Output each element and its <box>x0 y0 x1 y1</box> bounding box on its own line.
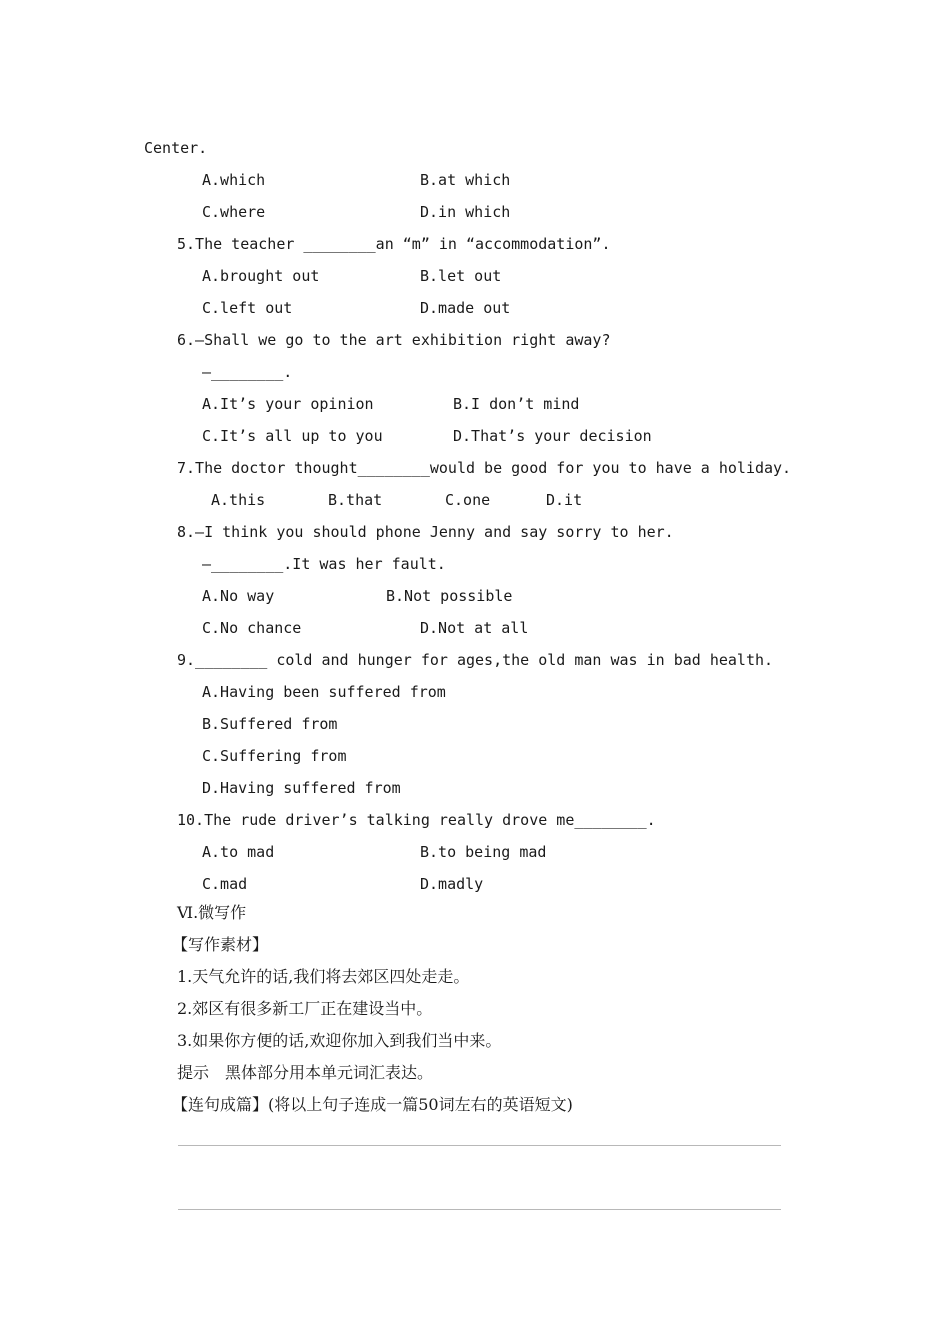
q6-option-d: D.That’s your decision <box>453 427 652 445</box>
prev-option-a: A.which <box>202 171 266 189</box>
q8-option-d: D.Not at all <box>420 619 529 637</box>
q8-option-b: B.Not possible <box>386 587 513 605</box>
q8-option-c: C.No chance <box>202 619 302 637</box>
hint-text: 提示 黑体部分用本单元词汇表达。 <box>177 1063 434 1082</box>
q6-option-c: C.It’s all up to you <box>202 427 383 445</box>
question-9: 9.________ cold and hunger for ages,the old man was in bad health. <box>177 651 774 669</box>
material-item-3: 3.如果你方便的话,欢迎你加入到我们当中来。 <box>177 1031 502 1050</box>
q7-option-c: C.one <box>445 491 491 509</box>
question-6: 6.—Shall we go to the art exhibition right away? <box>177 331 611 349</box>
prev-option-b: B.at which <box>420 171 511 189</box>
q7-option-d: D.it <box>546 491 583 509</box>
q8-option-a: A.No way <box>202 587 275 605</box>
q6-option-a: A.It’s your opinion <box>202 395 374 413</box>
q10-option-d: D.madly <box>420 875 484 893</box>
question-10: 10.The rude driver’s talking really drove me________. <box>177 811 656 829</box>
prev-option-c: C.where <box>202 203 266 221</box>
question-8: 8.—I think you should phone Jenny and say sorry to her. <box>177 523 674 541</box>
answer-line-1[interactable] <box>178 1145 781 1146</box>
q8-reply: —________.It was her fault. <box>202 555 446 573</box>
prev-option-d: D.in which <box>420 203 511 221</box>
q5-option-c: C.left out <box>202 299 293 317</box>
q5-option-b: B.let out <box>420 267 502 285</box>
question-7: 7.The doctor thought________would be good for you to have a holiday. <box>177 459 792 477</box>
q9-option-c: C.Suffering from <box>202 747 347 765</box>
writing-material-label: 【写作素材】 <box>172 935 269 954</box>
q5-option-a: A.brought out <box>202 267 320 285</box>
section-6-heading: Ⅵ.微写作 <box>177 903 247 922</box>
q9-option-d: D.Having suffered from <box>202 779 401 797</box>
q10-option-a: A.to mad <box>202 843 275 861</box>
q9-option-b: B.Suffered from <box>202 715 338 733</box>
q6-reply: —________. <box>202 363 293 381</box>
answer-line-2[interactable] <box>178 1209 781 1210</box>
prev-question-tail: Center. <box>144 139 208 157</box>
material-item-2: 2.郊区有很多新工厂正在建设当中。 <box>177 999 433 1018</box>
q6-option-b: B.I don’t mind <box>453 395 580 413</box>
q7-option-b: B.that <box>328 491 383 509</box>
q5-option-d: D.made out <box>420 299 511 317</box>
q10-option-b: B.to being mad <box>420 843 547 861</box>
q10-option-c: C.mad <box>202 875 248 893</box>
compose-instruction: 【连句成篇】(将以上句子连成一篇50词左右的英语短文) <box>172 1095 573 1114</box>
question-5: 5.The teacher ________an “m” in “accommodation”. <box>177 235 611 253</box>
q7-option-a: A.this <box>211 491 266 509</box>
q9-option-a: A.Having been suffered from <box>202 683 446 701</box>
material-item-1: 1.天气允许的话,我们将去郊区四处走走。 <box>177 967 470 986</box>
